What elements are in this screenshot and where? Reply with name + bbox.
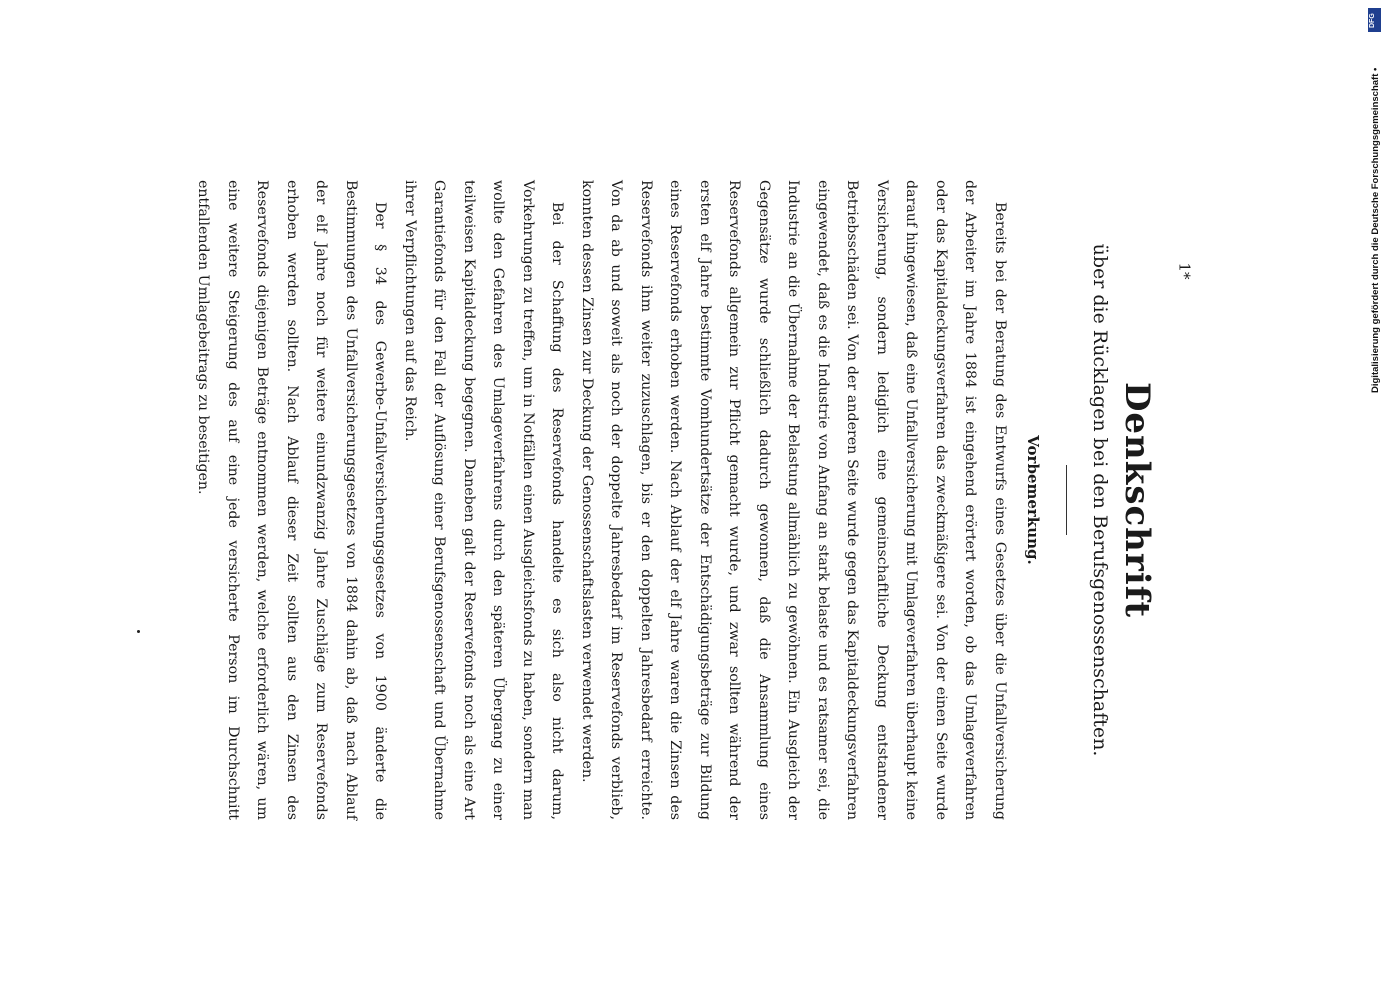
page-mark: 1* (1175, 262, 1194, 280)
dfg-logo-icon: DFG (1368, 8, 1381, 32)
title-divider (1066, 465, 1067, 535)
rotated-page (195, 180, 1157, 820)
credit-text: Digitalisierung gefördert durch die Deutsche Forschungsgemeinschaft • (1370, 67, 1381, 393)
paragraph-1: Bereits bei der Beratung des Entwurfs eines Gesetzes über die Unfallversicherung der Arbeiter im Jahre 1884 ist eingehend erörtert worden, ob das Umlageverfahren oder das Kapitaldeckungsverfahren das zweckmäßigere sei. Von der einen Seite wurde darauf hingewiesen, daß eine Unfallversicherung mit Umlageverfahren überhaupt keine Versicherung, sondern lediglich eine gemeinschaftliche Deckung entstandener Betriebsschäden sei. Von der anderen Seite wurde gegen das Kapitaldeckungsverfahren eingewendet, daß es die Industrie von Anfang an stark belaste und es ratsamer sei, die Industrie an die Übernahme der Belastung allmählich zu gewöhnen. Ein Ausgleich der Gegensätze wurde schließlich dadurch gewonnen, daß die Ansammlung eines Reservefonds allgemein zur Pflicht gemacht wurde, und zwar sollten während der ersten elf Jahre bestimmte Vomhundertsätze der Entschädigungsbeträge zur Bildung eines Reservefonds erhoben werden. Nach Ablauf der elf Jahre waren die Zinsen des Reservefonds ihm weiter zuzuschlagen, bis er den doppelten Jahresbedarf erreichte. Von da ab und soweit als noch der doppelte Jahresbedarf im Reservefonds verblieb, konnten dessen Zinsen zur Deckung der Genossenschaftslasten verwendet werden. (579, 180, 1008, 820)
document-subtitle: über die Rücklagen bei den Berufsgenossenschaften. (1089, 243, 1111, 757)
digitization-credit (1370, 8, 1382, 393)
page-body (188, 180, 1157, 820)
scan-speck (137, 630, 140, 633)
paragraph-3: Der § 34 des Gewerbe-Unfallversicherungsgesetzes von 1900 änderte die Bestimmungen des Unfallversicherungsgesetzes von 1884 dahin ab, daß nach Ablauf der elf Jahre noch für weitere einundzwanzig Jahre Zuschläge zum Reservefonds erhoben werden sollten. Nach Ablauf dieser Zeit sollten aus den Zinsen des Reservefonds diejenigen Beträge entnommen werden, welche erforderlich wären, um eine weitere Steigerung des auf eine jede versicherte Person im Durchschnitt entfallenden Umlagebeitrags zu beseitigen. (195, 180, 389, 820)
section-heading: Vorbemerkung. (1024, 435, 1042, 565)
document-title: Denkschrift (1117, 381, 1157, 619)
paragraph-2: Bei der Schaffung des Reservefonds handelte es sich also nicht darum, Vorkehrungen zu treffen, um in Notfällen einen Ausgleichsfonds zu haben, sondern man wollte den Gefahren des Umlageverfahrens durch den späteren Übergang zu einer teilweisen Kapitaldeckung begegnen. Daneben galt der Reservefonds noch als eine Art Garantiefonds für den Fall der Auflösung einer Berufsgenossenschaft und Übernahme ihrer Verpflichtungen auf das Reich. (402, 180, 566, 820)
